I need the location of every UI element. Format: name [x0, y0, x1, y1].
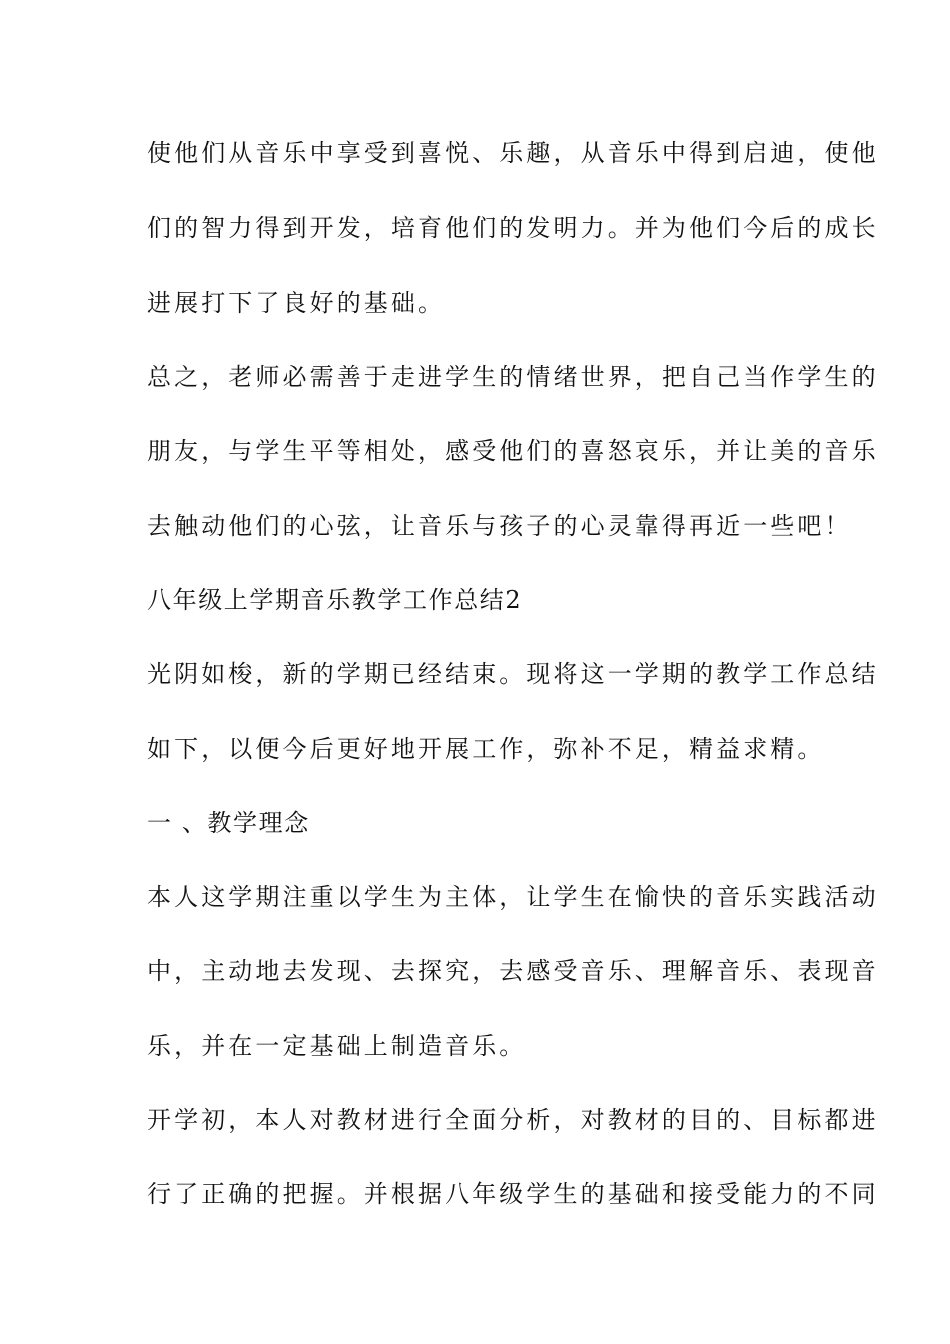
paragraph-line: 使他们从音乐中享受到喜悦、乐趣，从音乐中得到启迪，使他 — [147, 139, 879, 167]
paragraph-line: 去触动他们的心弦，让音乐与孩子的心灵靠得再近一些吧！ — [147, 512, 852, 540]
paragraph-line: 开学初，本人对教材进行全面分析，对教材的目的、目标都进 — [147, 1106, 879, 1134]
paragraph-line: 行了正确的把握。并根据八年级学生的基础和接受能力的不同 — [147, 1180, 879, 1208]
paragraph-line: 总之，老师必需善于走进学生的情绪世界，把自己当作学生的 — [147, 363, 879, 391]
paragraph-line: 乐，并在一定基础上制造音乐。 — [147, 1032, 527, 1060]
paragraph-line: 朋友，与学生平等相处，感受他们的喜怒哀乐，并让美的音乐 — [147, 437, 879, 465]
paragraph-line: 本人这学期注重以学生为主体，让学生在愉快的音乐实践活动 — [147, 883, 879, 911]
paragraph-line: 如下，以便今后更好地开展工作，弥补不足，精益求精。 — [147, 735, 825, 763]
paragraph-line: 进展打下了良好的基础。 — [147, 289, 446, 317]
section-heading: 一 、教学理念 — [147, 809, 310, 837]
paragraph-line: 中，主动地去发现、去探究，去感受音乐、理解音乐、表现音 — [147, 957, 879, 985]
paragraph-line: 光阴如梭，新的学期已经结束。现将这一学期的教学工作总结 — [147, 660, 879, 688]
paragraph-line: 们的智力得到开发，培育他们的发明力。并为他们今后的成长 — [147, 214, 879, 242]
section-title: 八年级上学期音乐教学工作总结2 — [147, 586, 523, 614]
